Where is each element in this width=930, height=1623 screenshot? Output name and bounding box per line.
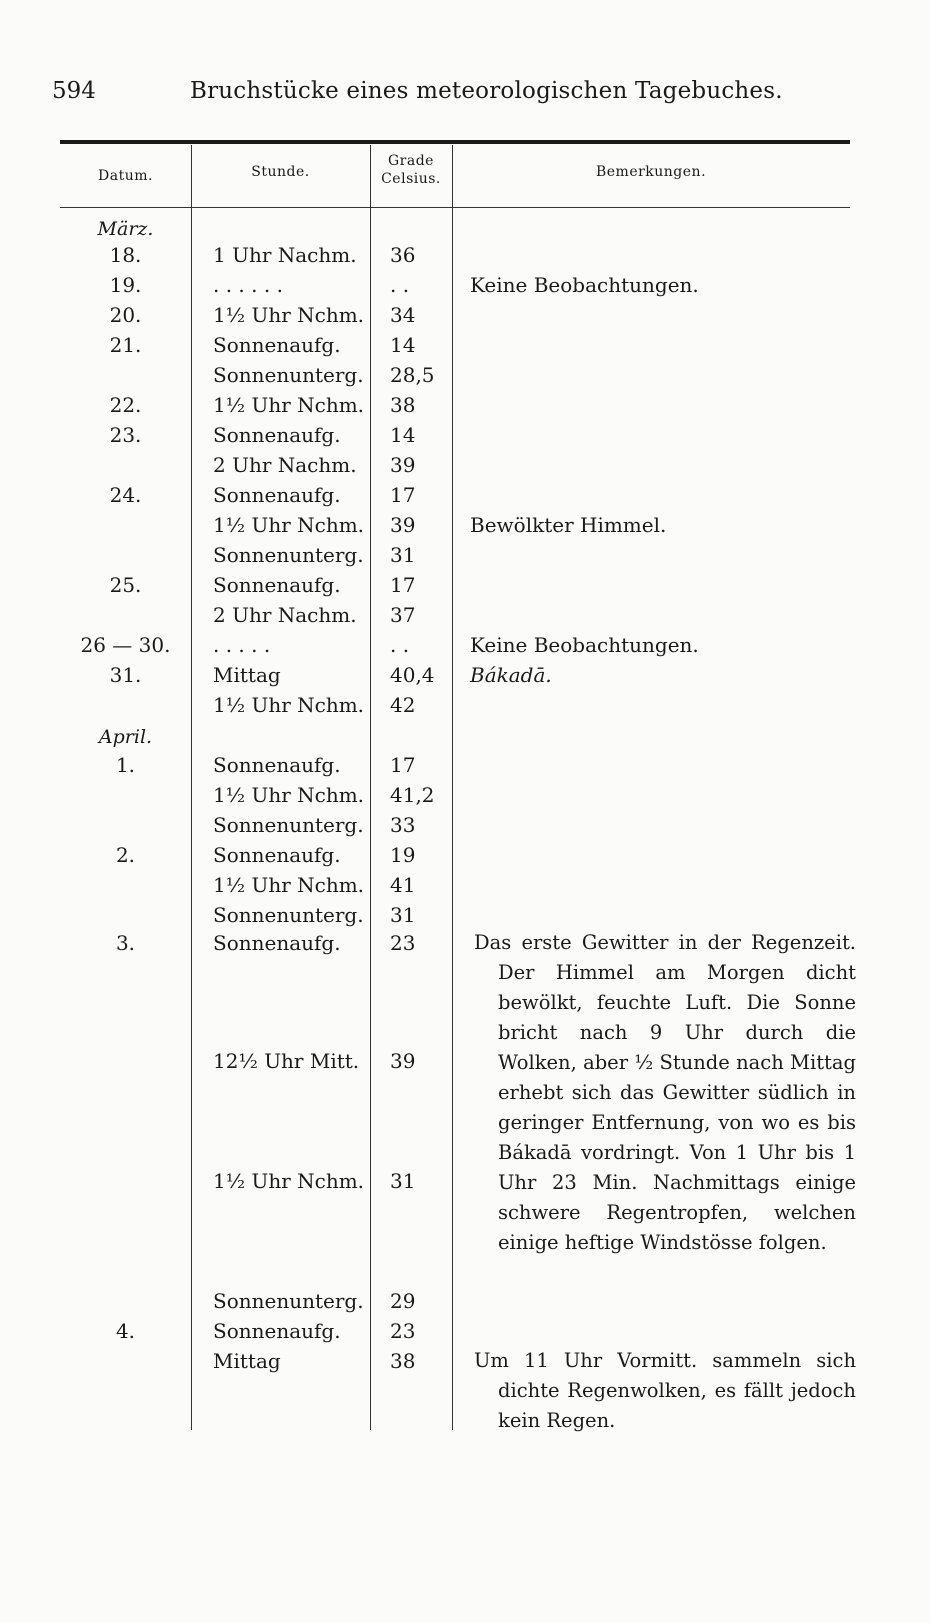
time-cell: Sonnenunterg. xyxy=(213,1289,364,1313)
date-cell: 19. xyxy=(109,273,142,297)
column-header-grade-line2: Celsius. xyxy=(381,171,441,187)
page-number: 594 xyxy=(52,78,96,104)
table-row xyxy=(0,540,930,570)
date-cell: 4. xyxy=(115,1319,136,1343)
date-cell: 23. xyxy=(109,423,142,447)
table-row xyxy=(0,1316,930,1346)
remark-april-4 xyxy=(474,1346,856,1436)
month-label: April. xyxy=(98,726,153,748)
temperature-cell: 17 xyxy=(390,573,416,597)
table-row xyxy=(0,510,930,540)
temperature-cell: 38 xyxy=(390,393,416,417)
temperature-cell: 23 xyxy=(390,931,416,955)
temperature-cell: 41,2 xyxy=(390,783,435,807)
temperature-cell: 34 xyxy=(390,303,416,327)
time-cell: 1½ Uhr Nchm. xyxy=(213,693,365,717)
time-cell: Sonnenaufg. xyxy=(213,483,341,507)
remark-april-4-text: Um 11 Uhr Vormitt. sammeln sich dichte Regenwolken, es fällt jedoch kein Regen. xyxy=(474,1349,856,1432)
time-cell: Sonnenaufg. xyxy=(213,573,341,597)
time-cell: 1½ Uhr Nchm. xyxy=(213,873,365,897)
table-row xyxy=(0,330,930,360)
temperature-cell: 31 xyxy=(390,1169,416,1193)
table-row xyxy=(0,1286,930,1316)
temperature-cell: 19 xyxy=(390,843,416,867)
table-row xyxy=(0,300,930,330)
table-row xyxy=(0,450,930,480)
time-cell: 1½ Uhr Nchm. xyxy=(213,393,365,417)
table-row xyxy=(0,870,930,900)
temperature-cell: 40,4 xyxy=(390,663,435,687)
time-cell: . . . . . xyxy=(213,633,271,657)
remark-april-3-text: Das erste Gewitter in der Regenzeit. Der Himmel am Morgen dicht bewölkt, feuchte Luft. Die Sonne bricht nach 9 Uhr durch die Wolken, aber ½ Stunde nach Mittag erhebt sich das Gewitter südlich in geringer Entfernung, von wo es bis Bákadā vordringt. Von 1 Uhr bis 1 Uhr 23 Min. Nachmittags einige schwere Regentropfen, welchen einige heftige Windstösse folgen. xyxy=(474,931,856,1254)
month-label: März. xyxy=(97,218,154,240)
temperature-cell: . . xyxy=(390,273,410,297)
table-row xyxy=(0,900,930,930)
table-row xyxy=(0,840,930,870)
date-cell: 31. xyxy=(109,663,142,687)
temperature-cell: 39 xyxy=(390,513,416,537)
time-cell: Sonnenaufg. xyxy=(213,333,341,357)
time-cell: Mittag xyxy=(213,1349,281,1373)
time-cell: Sonnenunterg. xyxy=(213,363,364,387)
date-cell: 2. xyxy=(115,843,136,867)
time-cell: Sonnenunterg. xyxy=(213,813,364,837)
time-cell: Sonnenunterg. xyxy=(213,903,364,927)
column-header-bemerkungen: Bemerkungen. xyxy=(595,164,707,180)
time-cell: Sonnenaufg. xyxy=(213,843,341,867)
temperature-cell: . . xyxy=(390,633,410,657)
table-row xyxy=(0,660,930,690)
temperature-cell: 41 xyxy=(390,873,416,897)
time-cell: . . . . . . xyxy=(213,273,283,297)
temperature-cell: 36 xyxy=(390,243,416,267)
date-cell: 20. xyxy=(109,303,142,327)
date-cell: 18. xyxy=(109,243,142,267)
temperature-cell: 14 xyxy=(390,423,416,447)
date-cell: 25. xyxy=(109,573,142,597)
table-row xyxy=(0,600,930,630)
time-cell: Sonnenaufg. xyxy=(213,423,341,447)
date-cell: 3. xyxy=(115,931,136,955)
temperature-cell: 14 xyxy=(390,333,416,357)
time-cell: 1 Uhr Nachm. xyxy=(213,243,357,267)
temperature-cell: 17 xyxy=(390,753,416,777)
table-row xyxy=(0,360,930,390)
remark-cell: Keine Beobachtungen. xyxy=(470,273,699,297)
temperature-cell: 29 xyxy=(390,1289,416,1313)
temperature-cell: 42 xyxy=(390,693,416,717)
time-cell: 1½ Uhr Nchm. xyxy=(213,783,365,807)
date-cell: 21. xyxy=(109,333,142,357)
date-cell: 24. xyxy=(109,483,142,507)
column-header-grade xyxy=(370,152,452,188)
remark-cell: Bewölkter Himmel. xyxy=(470,513,667,537)
time-cell: 2 Uhr Nachm. xyxy=(213,603,357,627)
time-cell: Mittag xyxy=(213,663,281,687)
time-cell: Sonnenaufg. xyxy=(213,1319,341,1343)
running-title: Bruchstücke eines meteorologischen Tagebuches. xyxy=(190,78,783,104)
time-cell: 2 Uhr Nachm. xyxy=(213,453,357,477)
temperature-cell: 39 xyxy=(390,1049,416,1073)
temperature-cell: 31 xyxy=(390,543,416,567)
table-row xyxy=(0,390,930,420)
time-cell: Sonnenunterg. xyxy=(213,543,364,567)
temperature-cell: 37 xyxy=(390,603,416,627)
temperature-cell: 17 xyxy=(390,483,416,507)
month-heading-row xyxy=(0,722,930,752)
table-row xyxy=(0,690,930,720)
time-cell: 1½ Uhr Nchm. xyxy=(213,513,365,537)
column-header-grade-line1: Grade xyxy=(388,153,434,169)
temperature-cell: 31 xyxy=(390,903,416,927)
table-row xyxy=(0,750,930,780)
table-row xyxy=(0,480,930,510)
column-header-stunde: Stunde. xyxy=(251,164,310,180)
table-row xyxy=(0,810,930,840)
time-cell: 1½ Uhr Nchm. xyxy=(213,1169,365,1193)
time-cell: Sonnenaufg. xyxy=(213,753,341,777)
date-cell: 22. xyxy=(109,393,142,417)
remark-cell: Keine Beobachtungen. xyxy=(470,633,699,657)
time-cell: 1½ Uhr Nchm. xyxy=(213,303,365,327)
column-header-datum: Datum. xyxy=(98,168,153,184)
time-cell: 12½ Uhr Mitt. xyxy=(213,1049,360,1073)
temperature-cell: 28,5 xyxy=(390,363,435,387)
temperature-cell: 39 xyxy=(390,453,416,477)
temperature-cell: 33 xyxy=(390,813,416,837)
table-row xyxy=(0,270,930,300)
date-cell: 26 — 30. xyxy=(80,633,171,657)
table-row xyxy=(0,780,930,810)
table-head-rule xyxy=(60,207,850,208)
table-row xyxy=(0,630,930,660)
temperature-cell: 23 xyxy=(390,1319,416,1343)
time-cell: Sonnenaufg. xyxy=(213,931,341,955)
remark-april-3 xyxy=(474,928,856,1258)
table-top-rule xyxy=(60,140,850,144)
table-row xyxy=(0,570,930,600)
temperature-cell: 38 xyxy=(390,1349,416,1373)
table-row xyxy=(0,420,930,450)
remark-cell: Bákadā. xyxy=(470,663,552,687)
table-row xyxy=(0,240,930,270)
date-cell: 1. xyxy=(115,753,136,777)
